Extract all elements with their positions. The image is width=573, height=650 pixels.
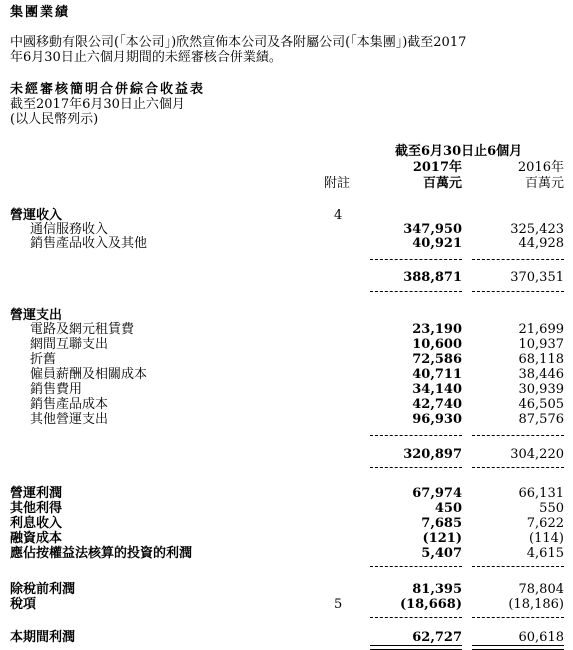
divider [370, 566, 462, 567]
expense-item-2017: 10,600 [412, 337, 462, 352]
divider [472, 566, 564, 567]
expense-item-2016: 10,937 [518, 337, 564, 352]
other-item-label: 利息收入 [10, 516, 63, 531]
expense-item-2017: 40,711 [412, 367, 462, 382]
section-title: 集團業績 [10, 5, 71, 20]
expenses-total-2017: 320,897 [403, 447, 462, 462]
expense-item-label: 銷售費用 [30, 382, 83, 397]
expense-item-2016: 21,699 [518, 322, 564, 337]
revenue-total-2016: 370,351 [510, 270, 564, 285]
other-item-2016: 7,622 [526, 516, 564, 531]
col-2016-unit: 百萬元 [524, 176, 564, 191]
expense-item-label: 網間互聯支出 [30, 337, 109, 352]
other-item-label: 應佔按權益法核算的投資的利潤 [10, 546, 193, 561]
expense-item-2017: 96,930 [412, 412, 462, 427]
statement-title: 未經審核簡明合併綜合收益表 [10, 82, 206, 97]
tax-note: 5 [334, 597, 343, 612]
divider [472, 291, 564, 292]
col-2017-year: 2017年 [412, 160, 462, 175]
expense-item-2016: 38,446 [518, 367, 564, 382]
revenue-note: 4 [334, 208, 343, 223]
pretax-2017: 81,395 [412, 582, 462, 597]
tax-2017: (18,668) [399, 597, 462, 612]
other-item-label: 其他利得 [10, 501, 63, 516]
other-item-2017: 7,685 [421, 516, 462, 531]
other-item-label: 營運利潤 [10, 486, 63, 501]
note-header: 附註 [324, 176, 351, 191]
revenue-label: 營運收入 [10, 208, 63, 223]
other-item-2017: 67,974 [412, 486, 462, 501]
intro-line-1: 中國移動有限公司(「本公司」)欣然宣佈本公司及各附屬公司(「本集團」)截至2017 [10, 35, 467, 50]
revenue-item-2016: 325,423 [510, 222, 564, 237]
revenue-item-label: 銷售產品收入及其他 [30, 236, 148, 251]
expense-item-label: 僱員薪酬及相關成本 [30, 367, 148, 382]
expenses-total-2016: 304,220 [510, 447, 564, 462]
expense-item-2017: 42,740 [412, 397, 462, 412]
divider [472, 617, 564, 618]
profit-2017: 62,727 [412, 630, 462, 645]
col-2016-year: 2016年 [517, 160, 564, 175]
period-header: 截至6月30日止6個月 [395, 144, 523, 159]
revenue-item-2017: 40,921 [412, 236, 462, 251]
divider [472, 435, 564, 436]
divider [472, 259, 564, 260]
currency-note: (以人民幣列示) [10, 112, 99, 127]
other-item-2016: 550 [539, 501, 564, 516]
expense-item-2016: 87,576 [518, 412, 564, 427]
divider [370, 467, 462, 468]
expense-item-2016: 68,118 [518, 352, 564, 367]
expense-item-label: 其他營運支出 [30, 412, 109, 427]
expense-item-label: 電路及網元租賃費 [30, 322, 135, 337]
pretax-2016: 78,804 [518, 582, 564, 597]
tax-label: 稅項 [10, 597, 37, 612]
expense-item-2016: 46,505 [518, 397, 564, 412]
other-item-2017: 450 [434, 501, 462, 516]
tax-2016: (18,186) [508, 597, 564, 612]
expenses-label: 營運支出 [10, 308, 63, 323]
revenue-item-2016: 44,928 [518, 236, 564, 251]
expense-item-2017: 72,586 [412, 352, 462, 367]
other-item-2017: (121) [422, 531, 462, 546]
divider [370, 435, 462, 436]
revenue-item-label: 通信服務收入 [30, 222, 109, 237]
other-item-2017: 5,407 [421, 546, 462, 561]
intro-line-2: 年6月30日止六個月期間的未經審核合併業績。 [10, 50, 282, 65]
expense-item-2017: 34,140 [412, 382, 462, 397]
expense-item-label: 折舊 [30, 352, 57, 367]
statement-subtitle: 截至2017年6月30日止六個月 [10, 97, 185, 112]
double-underline [472, 645, 564, 650]
other-item-2016: (114) [529, 531, 564, 546]
divider [370, 617, 462, 618]
expense-item-label: 銷售產品成本 [30, 397, 109, 412]
profit-2016: 60,618 [518, 630, 564, 645]
revenue-item-2017: 347,950 [403, 222, 462, 237]
divider [370, 291, 462, 292]
pretax-label: 除稅前利潤 [10, 582, 76, 597]
other-item-2016: 4,615 [526, 546, 564, 561]
expense-item-2016: 30,939 [518, 382, 564, 397]
divider [370, 259, 462, 260]
profit-label: 本期間利潤 [10, 630, 76, 645]
double-underline [370, 645, 462, 650]
expense-item-2017: 23,190 [412, 322, 462, 337]
divider [472, 467, 564, 468]
revenue-total-2017: 388,871 [403, 270, 462, 285]
other-item-2016: 66,131 [518, 486, 564, 501]
other-item-label: 融資成本 [10, 531, 63, 546]
col-2017-unit: 百萬元 [422, 176, 462, 191]
